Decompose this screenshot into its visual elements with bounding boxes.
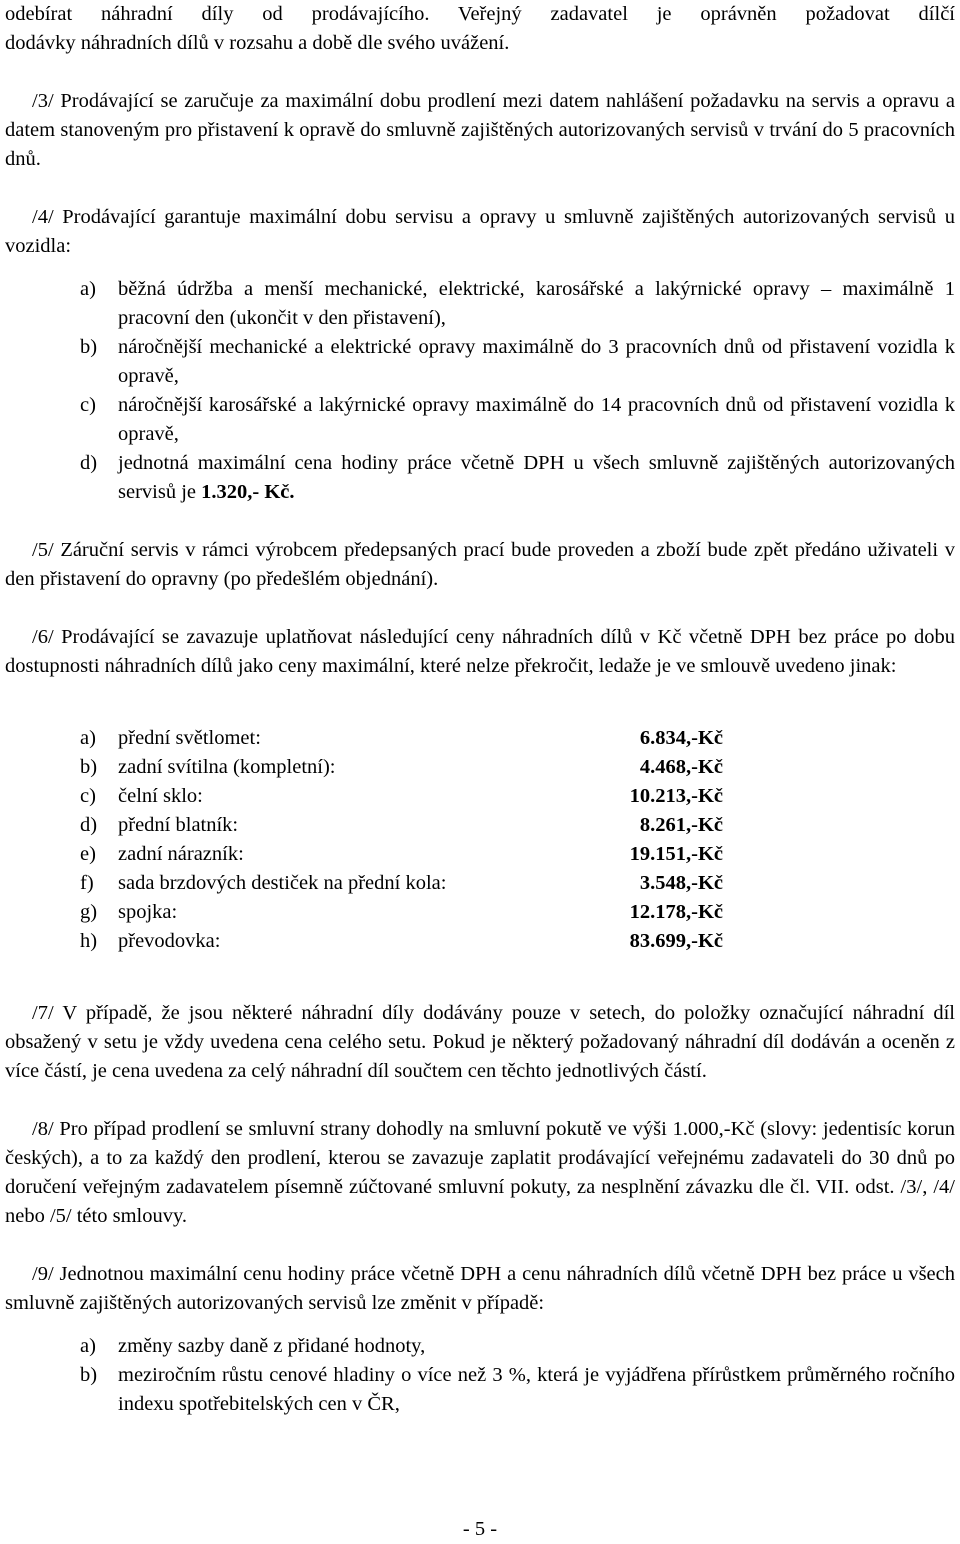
- intro-paragraph: [5, 0, 955, 58]
- list-item: [80, 275, 955, 333]
- paragraph-5: /5/ Záruční servis v rámci výrobcem předepsaných prací bude proveden a zboží bude zpět předáno uživateli v den přistavení do opravny (po předešlém objednání).: [5, 539, 955, 590]
- price-label: převodovka:: [118, 930, 221, 952]
- list-marker: c): [80, 785, 96, 807]
- price-label: zadní nárazník:: [118, 843, 244, 865]
- list-marker: b): [80, 1364, 98, 1386]
- price-label: čelní sklo:: [118, 785, 203, 807]
- list-marker: d): [80, 452, 98, 474]
- price-label: přední blatník:: [118, 814, 239, 836]
- price-value: 3.548,-Kč: [639, 872, 723, 894]
- price-row: [80, 753, 955, 782]
- list-marker: e): [80, 843, 96, 865]
- hourly-rate-value: 1.320,- Kč.: [201, 481, 295, 503]
- price-value: 19.151,-Kč: [629, 843, 723, 865]
- intro-line-2: dodávky náhradních dílů v rozsahu a době dle svého uvážení.: [5, 32, 510, 54]
- price-list: [80, 724, 955, 956]
- list-item-text: meziročním růstu cenové hladiny o více než 3 %, která je vyjádřena přírůstkem průměrného ročního indexu spotřebitelských cen v ČR,: [118, 1364, 955, 1415]
- paragraph-8: /8/ Pro případ prodlení se smluvní strany dohodly na smluvní pokutě ve výši 1.000,-Kč (slovy: jedentisíc korun českých), a to za každý den prodlení, kterou se zavazuje zaplatit prodávající veřejnému zadavateli do 30 dnů po doručení veřejným zadavatelem písemně zúčtované smluvní pokuty, za nesplnění závazku dle čl. VII. odst. /3/, /4/ nebo /5/ této smlouvy.: [5, 1118, 955, 1227]
- price-label: zadní svítilna (kompletní):: [118, 756, 336, 778]
- paragraph-4-list: [5, 275, 955, 507]
- price-row: [80, 724, 955, 753]
- price-row: [80, 869, 955, 898]
- price-label: přední světlomet:: [118, 727, 261, 749]
- paragraph-6: /6/ Prodávající se zavazuje uplatňovat následující ceny náhradních dílů v Kč včetně DPH bez práce po dobu dostupnosti náhradních dílů jako ceny maximální, které nelze překročit, ledaže je ve smlouvě uvedeno jinak:: [5, 626, 955, 677]
- price-label: sada brzdových destiček na přední kola:: [118, 872, 447, 894]
- paragraph-3: /3/ Prodávající se zaručuje za maximální dobu prodlení mezi datem nahlášení požadavku na servis a opravu a datem stanoveným pro přistavení k opravě do smluvně zajištěných autorizovaných servisů v trvání do 5 pracovních dnů.: [5, 90, 955, 170]
- price-value: 4.468,-Kč: [639, 756, 723, 778]
- list-marker: a): [80, 727, 96, 749]
- list-marker: c): [80, 394, 96, 416]
- list-marker: f): [80, 872, 94, 894]
- document-page: [5, 0, 955, 1419]
- list-item-text: jednotná maximální cena hodiny práce včetně DPH u všech smluvně zajištěných autorizovaných servisů je: [118, 452, 955, 503]
- price-row: [80, 782, 955, 811]
- paragraph-4: /4/ Prodávající garantuje maximální dobu servisu a opravy u smluvně zajištěných autorizovaných servisů u vozidla:: [5, 206, 955, 257]
- price-row: [80, 840, 955, 869]
- price-value: 6.834,-Kč: [639, 727, 723, 749]
- page-number: - 5 -: [462, 1518, 498, 1540]
- list-item: [80, 449, 955, 507]
- list-marker: a): [80, 1335, 96, 1357]
- list-item: [80, 333, 955, 391]
- list-marker: g): [80, 901, 98, 923]
- list-marker: a): [80, 278, 96, 300]
- price-value: 83.699,-Kč: [629, 930, 723, 952]
- list-item-text: běžná údržba a menší mechanické, elektrické, karosářské a lakýrnické opravy – maximálně 1 pracovní den (ukončit v den přistavení),: [118, 278, 955, 329]
- price-label: spojka:: [118, 901, 178, 923]
- list-marker: b): [80, 336, 98, 358]
- paragraph-9: /9/ Jednotnou maximální cenu hodiny práce včetně DPH a cenu náhradních dílů včetně DPH bez práce u všech smluvně zajištěných autorizovaných servisů lze změnit v případě:: [5, 1263, 955, 1314]
- paragraph-7: /7/ V případě, že jsou některé náhradní díly dodávány pouze v setech, do položky označující náhradní díl obsažený v setu je vždy uvedena cena celého setu. Pokud je některý požadovaný náhradní díl dodáván a oceněn z více částí, je cena uvedena za celý náhradní díl součtem cen těchto jednotlivých částí.: [5, 1002, 955, 1082]
- price-value: 8.261,-Kč: [639, 814, 723, 836]
- price-value: 10.213,-Kč: [629, 785, 723, 807]
- list-item-text: náročnější karosářské a lakýrnické opravy maximálně do 14 pracovních dnů od přistavení vozidla k opravě,: [118, 394, 955, 445]
- price-row: [80, 927, 955, 956]
- list-item: [80, 1332, 955, 1361]
- price-row: [80, 898, 955, 927]
- paragraph-9-list: [5, 1332, 955, 1419]
- list-item: [80, 1361, 955, 1419]
- list-marker: d): [80, 814, 98, 836]
- list-marker: h): [80, 930, 98, 952]
- intro-line-1: odebírat náhradní díly od prodávajícího. Veřejný zadavatel je oprávněn požadovat dílčí: [5, 3, 955, 25]
- list-item-text: změny sazby daně z přidané hodnoty,: [118, 1335, 426, 1357]
- list-marker: b): [80, 756, 98, 778]
- price-row: [80, 811, 955, 840]
- list-item: [80, 391, 955, 449]
- price-value: 12.178,-Kč: [629, 901, 723, 923]
- list-item-text: náročnější mechanické a elektrické opravy maximálně do 3 pracovních dnů od přistavení vozidla k opravě,: [118, 336, 955, 387]
